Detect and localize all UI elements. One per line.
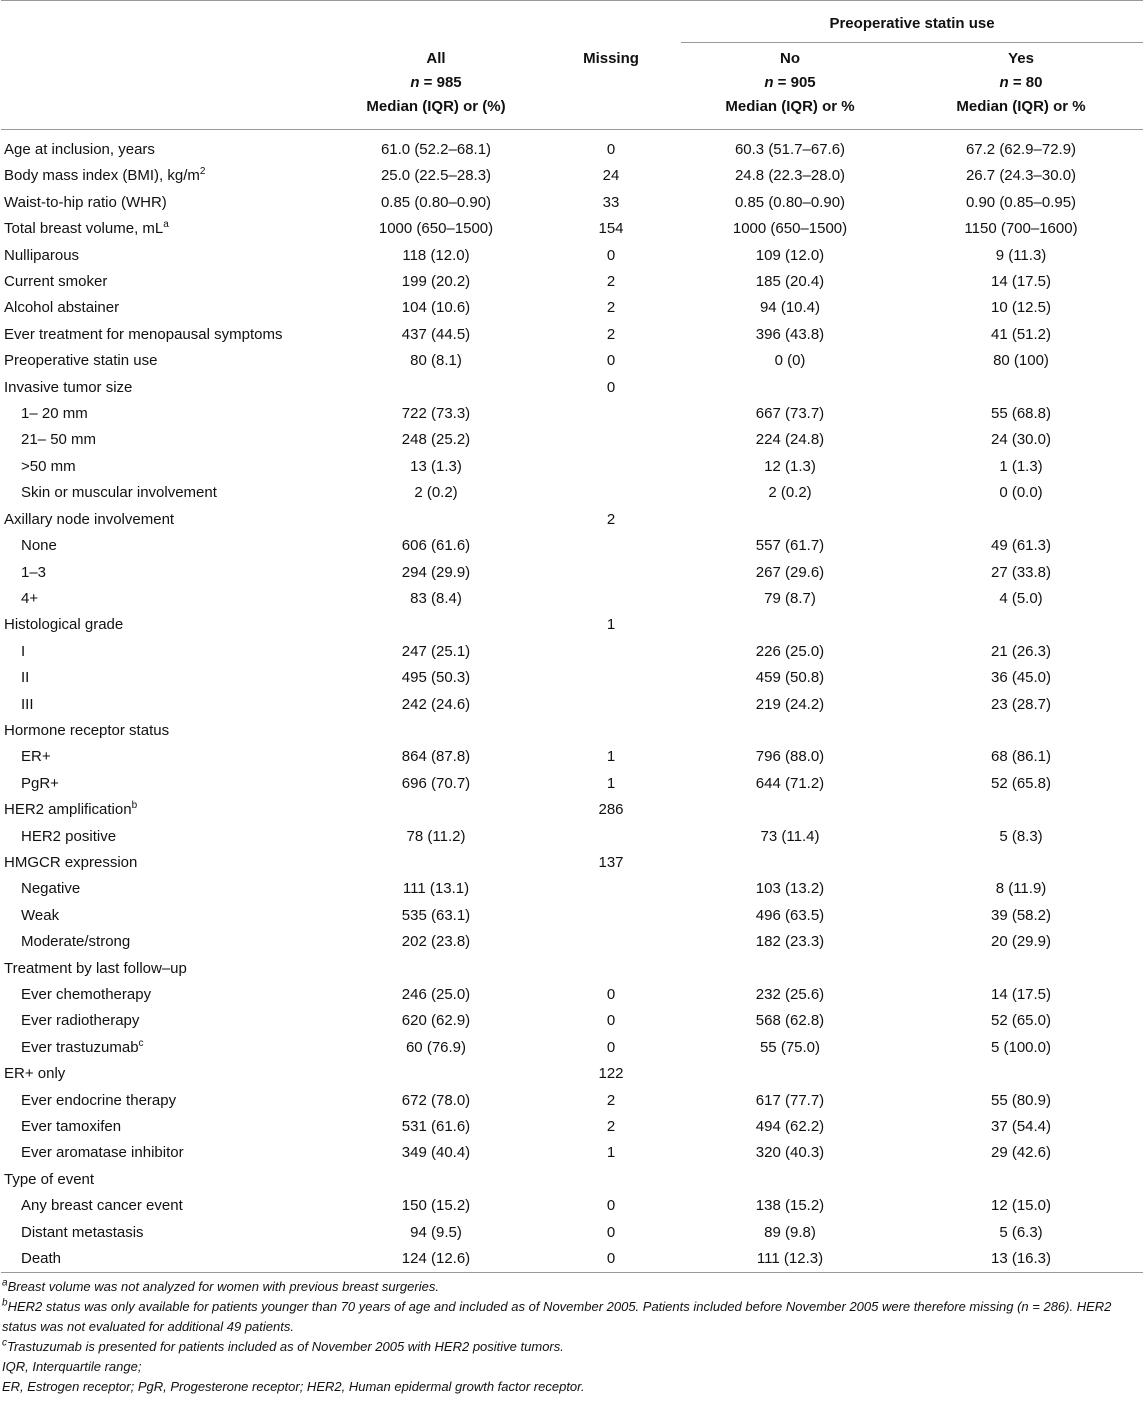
cell-missing — [541, 903, 681, 929]
cell-missing — [541, 929, 681, 955]
cell-all: 606 (61.6) — [401, 537, 471, 555]
cell-no — [681, 375, 899, 401]
row-label: Distant metastasis — [21, 1223, 144, 1241]
cell-no — [681, 956, 899, 982]
cell-all: 672 (78.0) — [401, 1091, 471, 1109]
table-row — [1, 163, 1143, 189]
cell-no: 138 (15.2) — [755, 1197, 825, 1215]
cell-all — [331, 375, 541, 401]
cell-yes — [899, 1061, 1143, 1087]
row-label: Death — [21, 1250, 62, 1268]
row-label: Ever trastuzumab$^c$ — [21, 1037, 144, 1056]
footnote-marker: 2 — [199, 166, 206, 178]
table-row — [1, 1167, 1143, 1193]
row-label: Invasive tumor size — [4, 378, 133, 396]
cell-no: 644 (71.2) — [755, 774, 825, 792]
cell-yes — [899, 718, 1143, 744]
table-row — [1, 771, 1143, 797]
cell-missing: 1 — [606, 1144, 616, 1162]
header-group-row — [1, 1, 1143, 44]
table-row — [1, 1035, 1143, 1061]
cell-all — [331, 612, 541, 638]
cell-missing: 2 — [606, 1091, 616, 1109]
footnote: IQR, Interquartile range; — [2, 1359, 142, 1375]
cell-missing: 0 — [606, 352, 616, 370]
row-label: Ever radiotherapy — [21, 1012, 140, 1030]
cell-no: 459 (50.8) — [755, 669, 825, 687]
cell-no: 219 (24.2) — [755, 695, 825, 713]
table-row — [1, 507, 1143, 533]
cell-no: 232 (25.6) — [755, 986, 825, 1003]
cell-yes: 41 (51.2) — [990, 325, 1052, 343]
cell-all: 535 (63.1) — [401, 906, 471, 924]
cell-yes: 10 (12.5) — [990, 299, 1052, 317]
table-row — [1, 744, 1143, 770]
cell-missing: 0 — [606, 986, 616, 1003]
row-label: Ever endocrine therapy — [21, 1091, 177, 1109]
cell-all: 864 (87.8) — [401, 748, 471, 766]
cell-yes: 9 (11.3) — [995, 246, 1047, 264]
footnote: $^a$Breast volume was not analyzed for women with previous breast surgeries. — [2, 1278, 439, 1295]
cell-yes: 5 (100.0) — [990, 1038, 1052, 1056]
cell-no: 226 (25.0) — [755, 642, 825, 660]
table-row — [1, 1140, 1143, 1166]
cell-yes: 0.90 (0.85–0.95) — [965, 193, 1077, 211]
cell-missing — [541, 533, 681, 559]
cell-missing: 0 — [606, 246, 616, 264]
cell-no: 60.3 (51.7–67.6) — [734, 141, 846, 158]
cell-no: 557 (61.7) — [755, 537, 825, 555]
footnote-marker: c — [138, 1037, 144, 1049]
row-label: III — [21, 695, 34, 713]
row-label: Negative — [21, 880, 81, 898]
statin-group-header: Preoperative statin use — [681, 1, 1143, 44]
table-row — [1, 427, 1143, 453]
cell-no: 320 (40.3) — [755, 1144, 825, 1162]
table-row — [1, 1008, 1143, 1034]
row-label: Body mass index (BMI), $kg/m^2$ — [4, 166, 206, 185]
cell-missing — [541, 956, 681, 982]
table-row — [1, 982, 1143, 1008]
cell-all: 60 (76.9) — [405, 1038, 467, 1056]
table-row — [1, 533, 1143, 559]
cell-all — [331, 507, 541, 533]
footnote: $^b$HER2 status was only available for patients younger than 70 years of age and included as of November 2005. Patients included before November 2005 were therefore missing (n = 286). HER2 status was not evaluated for additional 49 patients. — [2, 1298, 1112, 1335]
cell-no: 396 (43.8) — [755, 325, 825, 343]
cell-yes: 55 (68.8) — [990, 405, 1052, 423]
cell-all — [331, 956, 541, 982]
cell-no — [681, 850, 899, 876]
cell-no: 617 (77.7) — [755, 1091, 825, 1109]
cell-no — [681, 612, 899, 638]
cell-yes: 1150 (700–1600) — [964, 220, 1078, 238]
cell-no: 2 (0.2) — [768, 484, 812, 502]
cell-all: 242 (24.6) — [401, 695, 471, 713]
cell-no: 267 (29.6) — [755, 563, 825, 581]
footnote-marker: b — [131, 800, 138, 812]
table-row — [1, 1193, 1143, 1219]
cell-no: 103 (13.2) — [755, 880, 825, 898]
row-label: PgR+ — [21, 774, 59, 792]
cell-yes: 1 (1.3) — [999, 457, 1043, 475]
cell-yes: 24 (30.0) — [990, 431, 1052, 449]
cell-no: 0 (0) — [774, 352, 806, 370]
table-row — [1, 322, 1143, 348]
row-label: Nulliparous — [4, 246, 80, 264]
table-row — [1, 348, 1143, 374]
cell-missing — [541, 560, 681, 586]
cell-no — [681, 1061, 899, 1087]
row-label: Age at inclusion, years — [4, 141, 155, 158]
cell-all: 437 (44.5) — [401, 325, 471, 343]
cell-no: 568 (62.8) — [755, 1012, 825, 1030]
cell-all: 13 (1.3) — [410, 457, 462, 475]
row-label: Skin or muscular involvement — [21, 484, 217, 502]
cell-missing: 1 — [606, 748, 616, 766]
table-row — [1, 692, 1143, 718]
cell-yes: 23 (28.7) — [990, 695, 1052, 713]
table-row — [1, 269, 1143, 295]
row-label: HMGCR expression — [4, 853, 138, 871]
cell-all: 246 (25.0) — [401, 986, 471, 1003]
cell-all: 248 (25.2) — [401, 431, 471, 449]
header-row — [1, 43, 1143, 130]
cell-yes: 0 (0.0) — [999, 484, 1043, 502]
col-yes-header: Yes n = 80 Median (IQR) or % — [956, 50, 1086, 115]
row-label: Type of event — [4, 1170, 95, 1188]
col-missing-header: Missing — [583, 50, 639, 67]
cell-yes: 52 (65.0) — [990, 1012, 1052, 1030]
cell-all: 202 (23.8) — [401, 933, 471, 951]
cell-all — [331, 1167, 541, 1193]
table-row — [1, 1114, 1143, 1140]
cell-all: 150 (15.2) — [401, 1197, 471, 1215]
cell-yes: 21 (26.3) — [990, 642, 1052, 660]
table-row — [1, 375, 1143, 401]
row-label: ER+ — [21, 748, 51, 766]
cell-missing: 0 — [606, 141, 616, 158]
table-row — [1, 190, 1143, 216]
cell-yes: 5 (6.3) — [999, 1223, 1043, 1241]
table-row — [1, 243, 1143, 269]
row-label: Weak — [21, 906, 60, 924]
table-row — [1, 612, 1143, 638]
row-label: HER2 amplification$^b$ — [4, 800, 138, 819]
cell-all — [331, 797, 541, 823]
cell-all: 0.85 (0.80–0.90) — [380, 193, 492, 211]
cell-all: 61.0 (52.2–68.1) — [380, 141, 492, 158]
row-label: HER2 positive — [21, 827, 117, 845]
cell-all: 83 (8.4) — [410, 589, 462, 607]
cell-yes: 55 (80.9) — [990, 1091, 1052, 1109]
cell-missing: 154 — [598, 220, 624, 238]
cell-yes — [899, 1167, 1143, 1193]
row-label: ER+ only — [4, 1065, 66, 1083]
table-row — [1, 1061, 1143, 1087]
cell-missing — [541, 692, 681, 718]
cell-yes: 29 (42.6) — [990, 1144, 1052, 1162]
cell-missing — [541, 876, 681, 902]
table-body — [1, 130, 1143, 1273]
cell-all: 495 (50.3) — [401, 669, 471, 687]
cell-no: 24.8 (22.3–28.0) — [734, 167, 846, 185]
cell-all: 247 (25.1) — [401, 642, 471, 660]
row-label: Ever treatment for menopausal symptoms — [4, 325, 283, 343]
col-all-header: All n = 985 Median (IQR) or (%) — [366, 50, 506, 115]
row-label: II — [21, 669, 30, 687]
row-label: Ever aromatase inhibitor — [21, 1144, 184, 1162]
footnote: $^c$Trastuzumab is presented for patients included as of November 2005 with HER2 positive tumors. — [2, 1338, 564, 1355]
cell-no: 55 (75.0) — [759, 1038, 821, 1056]
cell-yes — [899, 956, 1143, 982]
row-label: Ever chemotherapy — [21, 986, 152, 1003]
row-label: Histological grade — [4, 616, 124, 634]
cell-yes: 49 (61.3) — [990, 537, 1052, 555]
cell-yes — [899, 375, 1143, 401]
cell-missing — [541, 586, 681, 612]
table-row — [1, 586, 1143, 612]
table-row — [1, 956, 1143, 982]
row-label: Current smoker — [4, 273, 108, 291]
table-row — [1, 824, 1143, 850]
cell-yes: 27 (33.8) — [990, 563, 1052, 581]
table-row — [1, 480, 1143, 506]
row-label: >50 mm — [21, 457, 76, 475]
table-row — [1, 1220, 1143, 1246]
cell-no — [681, 718, 899, 744]
row-label: Moderate/strong — [21, 933, 131, 951]
cell-yes: 14 (17.5) — [990, 986, 1052, 1003]
cell-all — [331, 1061, 541, 1087]
table-row — [1, 560, 1143, 586]
cell-yes — [899, 850, 1143, 876]
row-label: Preoperative statin use — [4, 352, 158, 370]
row-label: 1– 20 mm — [21, 405, 88, 423]
cell-yes: 14 (17.5) — [990, 273, 1052, 291]
cell-yes — [899, 507, 1143, 533]
cell-missing: 1 — [606, 616, 616, 634]
cell-yes: 68 (86.1) — [990, 748, 1052, 766]
cell-missing — [541, 401, 681, 427]
table-row — [1, 216, 1143, 242]
cell-no: 94 (10.4) — [759, 299, 821, 317]
table-row — [1, 454, 1143, 480]
row-label: Treatment by last follow–up — [4, 959, 187, 977]
row-label: Axillary node involvement — [4, 510, 175, 528]
cell-missing: 0 — [606, 1250, 616, 1268]
cell-all: 2 (0.2) — [414, 484, 458, 502]
cell-yes: 5 (8.3) — [999, 827, 1043, 845]
cell-missing: 122 — [598, 1065, 624, 1083]
cell-yes: 52 (65.8) — [990, 774, 1052, 792]
table-row — [1, 797, 1143, 823]
cell-all: 118 (12.0) — [402, 246, 470, 264]
cell-missing — [541, 480, 681, 506]
cell-yes — [899, 612, 1143, 638]
table-row — [1, 903, 1143, 929]
table-row — [1, 665, 1143, 691]
row-label: Waist-to-hip ratio (WHR) — [4, 193, 167, 211]
row-label: Hormone receptor status — [4, 721, 170, 739]
cell-no: 185 (20.4) — [755, 273, 825, 291]
cell-all: 349 (40.4) — [401, 1144, 471, 1162]
cell-missing — [541, 665, 681, 691]
cell-missing: 0 — [606, 1012, 616, 1030]
cell-missing: 286 — [598, 801, 624, 819]
table-row — [1, 850, 1143, 876]
cell-missing: 33 — [602, 193, 620, 211]
cell-yes: 67.2 (62.9–72.9) — [965, 141, 1077, 158]
cell-missing: 0 — [606, 1197, 616, 1215]
cell-yes: 36 (45.0) — [990, 669, 1052, 687]
footnote-marker: a — [163, 219, 169, 231]
cell-no — [681, 797, 899, 823]
cell-no: 1000 (650–1500) — [732, 220, 848, 238]
cell-all: 531 (61.6) — [401, 1118, 471, 1136]
cell-no: 796 (88.0) — [755, 748, 825, 766]
cell-all: 94 (9.5) — [410, 1223, 462, 1241]
row-label: Any breast cancer event — [21, 1197, 183, 1215]
table-row — [1, 929, 1143, 955]
row-label: None — [21, 537, 57, 555]
cell-missing: 0 — [606, 1038, 616, 1056]
cell-yes: 4 (5.0) — [999, 589, 1043, 607]
table-footnotes — [2, 1277, 1142, 1397]
cell-no: 111 (12.3) — [756, 1250, 824, 1268]
cell-all: 25.0 (22.5–28.3) — [380, 167, 492, 185]
cell-no: 182 (23.3) — [755, 933, 825, 951]
col-no-header: No n = 905 Median (IQR) or % — [725, 50, 855, 115]
table-row — [1, 876, 1143, 902]
cell-no: 89 (9.8) — [764, 1223, 816, 1241]
row-label: Alcohol abstainer — [4, 299, 120, 317]
row-label: I — [21, 642, 26, 660]
cell-yes: 80 (100) — [993, 352, 1049, 370]
table-row — [1, 1088, 1143, 1114]
cell-yes: 20 (29.9) — [990, 933, 1052, 951]
cell-missing — [541, 1167, 681, 1193]
cell-no: 0.85 (0.80–0.90) — [734, 193, 846, 211]
row-label: 21– 50 mm — [21, 431, 97, 449]
cell-missing — [541, 454, 681, 480]
cell-missing: 24 — [602, 167, 620, 185]
cell-yes: 26.7 (24.3–30.0) — [965, 167, 1077, 185]
row-label: 1–3 — [21, 563, 47, 581]
cell-no — [681, 507, 899, 533]
cell-yes: 37 (54.4) — [990, 1118, 1052, 1136]
cell-all: 294 (29.9) — [401, 563, 471, 581]
cell-yes: 39 (58.2) — [990, 906, 1052, 924]
row-label: 4+ — [21, 589, 39, 607]
cell-missing: 2 — [606, 273, 616, 291]
cell-yes — [899, 797, 1143, 823]
cell-missing: 2 — [606, 325, 616, 343]
cell-no: 12 (1.3) — [764, 457, 816, 475]
table-row — [1, 401, 1143, 427]
cell-no — [681, 1167, 899, 1193]
cell-all: 80 (8.1) — [410, 352, 462, 370]
cell-all: 722 (73.3) — [401, 405, 471, 423]
cell-all: 104 (10.6) — [401, 299, 471, 317]
cell-all: 620 (62.9) — [401, 1012, 471, 1030]
cell-missing: 0 — [606, 1223, 616, 1241]
row-label: Ever tamoxifen — [21, 1118, 122, 1136]
cell-all: 696 (70.7) — [401, 774, 471, 792]
table-row — [1, 295, 1143, 321]
cell-missing — [541, 639, 681, 665]
cell-missing: 0 — [606, 378, 616, 396]
table-row — [1, 718, 1143, 744]
cell-missing: 2 — [606, 510, 616, 528]
table-row — [1, 1246, 1143, 1273]
table-row — [1, 130, 1143, 164]
cell-yes: 8 (11.9) — [995, 880, 1047, 898]
cell-no: 496 (63.5) — [755, 906, 825, 924]
cell-no: 667 (73.7) — [755, 405, 825, 423]
cell-missing: 137 — [598, 853, 624, 871]
cell-yes: 13 (16.3) — [990, 1250, 1052, 1268]
table-row — [1, 639, 1143, 665]
cell-no: 73 (11.4) — [760, 827, 820, 845]
footnote: ER, Estrogen receptor; PgR, Progesterone receptor; HER2, Human epidermal growth factor receptor. — [2, 1379, 585, 1395]
cell-all: 1000 (650–1500) — [378, 220, 494, 238]
cell-all: 78 (11.2) — [406, 827, 466, 845]
cell-all — [331, 718, 541, 744]
cell-missing: 1 — [606, 774, 616, 792]
cell-all: 199 (20.2) — [401, 273, 471, 291]
cell-missing: 2 — [606, 1118, 616, 1136]
characteristics-table — [1, 0, 1143, 1273]
cell-missing — [541, 427, 681, 453]
cell-no: 494 (62.2) — [755, 1118, 825, 1136]
cell-missing — [541, 718, 681, 744]
cell-all: 124 (12.6) — [401, 1250, 471, 1268]
cell-no: 109 (12.0) — [755, 246, 825, 264]
cell-no: 79 (8.7) — [764, 589, 816, 607]
cell-yes: 12 (15.0) — [990, 1197, 1052, 1215]
cell-missing — [541, 824, 681, 850]
cell-all: 111 (13.1) — [402, 880, 470, 898]
cell-missing: 2 — [606, 299, 616, 317]
row-label: Total breast volume, $mL^a$ — [4, 219, 169, 238]
cell-no: 224 (24.8) — [755, 431, 825, 449]
cell-all — [331, 850, 541, 876]
